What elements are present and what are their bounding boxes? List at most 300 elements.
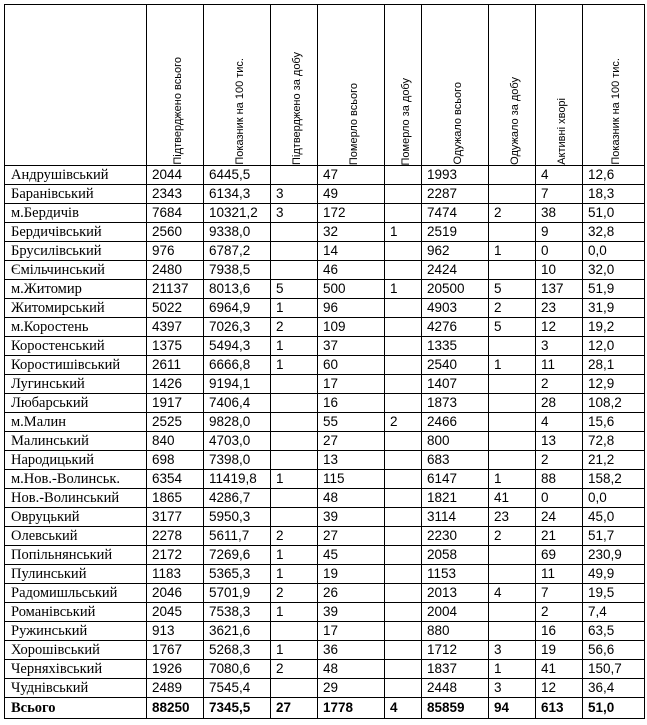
value-cell — [489, 223, 536, 242]
value-cell: 16 — [318, 394, 385, 413]
table-row — [5, 185, 645, 204]
value-cell — [385, 527, 422, 546]
value-cell — [385, 299, 422, 318]
value-cell: 49,9 — [583, 565, 645, 584]
header-label: Показник на 100 тис. — [233, 58, 246, 165]
value-cell: 4397 — [147, 318, 204, 337]
value-cell: 1 — [271, 356, 318, 375]
value-cell — [385, 660, 422, 679]
value-cell: 21137 — [147, 280, 204, 299]
value-cell: 172 — [318, 204, 385, 223]
header-label: Одужало всього — [451, 82, 464, 165]
district-name-cell: Черняхівський — [5, 660, 147, 679]
district-name-cell: Житомирський — [5, 299, 147, 318]
value-cell: 1 — [271, 565, 318, 584]
table-row — [5, 432, 645, 451]
value-cell: 26 — [318, 584, 385, 603]
value-cell: 2 — [271, 318, 318, 337]
value-cell — [489, 451, 536, 470]
value-cell: 39 — [318, 508, 385, 527]
value-cell: 12,6 — [583, 166, 645, 185]
value-cell: 41 — [489, 489, 536, 508]
district-name-cell: м.Нов.-Волинськ. — [5, 470, 147, 489]
value-cell: 24 — [536, 508, 583, 527]
value-cell: 36,4 — [583, 679, 645, 698]
table-footer — [5, 698, 645, 719]
value-cell: 7 — [536, 584, 583, 603]
district-name-cell: Баранівський — [5, 185, 147, 204]
value-cell: 3 — [489, 679, 536, 698]
district-name-cell: Бердичівський — [5, 223, 147, 242]
value-cell — [385, 432, 422, 451]
value-cell: 5022 — [147, 299, 204, 318]
district-name-cell: Чуднівський — [5, 679, 147, 698]
value-cell: 2013 — [422, 584, 489, 603]
value-cell: 31,9 — [583, 299, 645, 318]
covid-statistics-table — [4, 4, 645, 719]
value-cell: 56,6 — [583, 641, 645, 660]
value-cell: 3 — [489, 641, 536, 660]
value-cell: 6666,8 — [204, 356, 271, 375]
value-cell: 3621,6 — [204, 622, 271, 641]
value-cell: 230,9 — [583, 546, 645, 565]
value-cell — [271, 261, 318, 280]
header-label: Підтверджено за добу — [290, 52, 303, 165]
value-cell — [385, 641, 422, 660]
value-cell: 7406,4 — [204, 394, 271, 413]
value-cell: 3 — [271, 185, 318, 204]
value-cell: 32,0 — [583, 261, 645, 280]
value-cell: 962 — [422, 242, 489, 261]
value-cell: 1 — [271, 299, 318, 318]
table-row — [5, 527, 645, 546]
value-cell: 10321,2 — [204, 204, 271, 223]
value-cell: 7938,5 — [204, 261, 271, 280]
value-cell: 72,8 — [583, 432, 645, 451]
value-cell: 2230 — [422, 527, 489, 546]
value-cell: 683 — [422, 451, 489, 470]
table-row — [5, 546, 645, 565]
value-cell: 2 — [271, 527, 318, 546]
value-cell: 1 — [271, 641, 318, 660]
value-cell: 6147 — [422, 470, 489, 489]
value-cell: 7026,3 — [204, 318, 271, 337]
header-cell-6 — [422, 5, 489, 166]
value-cell: 2 — [536, 603, 583, 622]
value-cell: 2343 — [147, 185, 204, 204]
value-cell: 6445,5 — [204, 166, 271, 185]
total-label-cell: Всього — [5, 698, 147, 719]
value-cell: 7474 — [422, 204, 489, 223]
header-label: Одужало за добу — [508, 77, 521, 165]
value-cell: 1335 — [422, 337, 489, 356]
table-row — [5, 375, 645, 394]
district-name-cell: м.Коростень — [5, 318, 147, 337]
value-cell: 2278 — [147, 527, 204, 546]
value-cell — [489, 394, 536, 413]
value-cell: 60 — [318, 356, 385, 375]
header-label: Показник на 100 тис. — [610, 58, 622, 165]
header-label: Померло за добу — [399, 77, 412, 165]
value-cell — [271, 166, 318, 185]
value-cell: 1837 — [422, 660, 489, 679]
value-cell: 11 — [536, 565, 583, 584]
value-cell: 2 — [536, 375, 583, 394]
value-cell: 21 — [536, 527, 583, 546]
value-cell: 1 — [489, 242, 536, 261]
value-cell — [385, 565, 422, 584]
table-row — [5, 565, 645, 584]
table-row — [5, 622, 645, 641]
table-row — [5, 318, 645, 337]
value-cell: 1712 — [422, 641, 489, 660]
table-header — [5, 5, 645, 166]
value-cell — [489, 565, 536, 584]
district-name-cell: Малинський — [5, 432, 147, 451]
value-cell: 1 — [489, 660, 536, 679]
value-cell: 48 — [318, 660, 385, 679]
table-row — [5, 242, 645, 261]
value-cell: 3177 — [147, 508, 204, 527]
value-cell: 38 — [536, 204, 583, 223]
value-cell: 15,6 — [583, 413, 645, 432]
district-name-cell: м.Житомир — [5, 280, 147, 299]
value-cell: 5 — [271, 280, 318, 299]
value-cell: 150,7 — [583, 660, 645, 679]
table-row — [5, 261, 645, 280]
district-name-cell: Народицький — [5, 451, 147, 470]
value-cell: 5494,3 — [204, 337, 271, 356]
value-cell: 2 — [489, 299, 536, 318]
value-cell: 4276 — [422, 318, 489, 337]
value-cell: 6354 — [147, 470, 204, 489]
value-cell: 2046 — [147, 584, 204, 603]
header-cell-9 — [583, 5, 645, 166]
table-row — [5, 641, 645, 660]
value-cell — [385, 603, 422, 622]
value-cell: 10 — [536, 261, 583, 280]
value-cell: 5 — [489, 318, 536, 337]
value-cell: 0,0 — [583, 242, 645, 261]
header-cell-8 — [536, 5, 583, 166]
value-cell: 9 — [536, 223, 583, 242]
value-cell — [385, 166, 422, 185]
value-cell: 800 — [422, 432, 489, 451]
district-name-cell: Пулинський — [5, 565, 147, 584]
value-cell: 28,1 — [583, 356, 645, 375]
value-cell: 7538,3 — [204, 603, 271, 622]
value-cell — [385, 394, 422, 413]
value-cell: 4903 — [422, 299, 489, 318]
district-name-cell: Хорошівський — [5, 641, 147, 660]
value-cell: 2004 — [422, 603, 489, 622]
value-cell: 12,0 — [583, 337, 645, 356]
table-row — [5, 584, 645, 603]
value-cell: 4 — [489, 584, 536, 603]
value-cell — [489, 603, 536, 622]
value-cell: 1407 — [422, 375, 489, 394]
value-cell: 16 — [536, 622, 583, 641]
district-name-cell: Андрушівський — [5, 166, 147, 185]
value-cell: 1865 — [147, 489, 204, 508]
value-cell: 12,9 — [583, 375, 645, 394]
value-cell: 19,5 — [583, 584, 645, 603]
value-cell: 20500 — [422, 280, 489, 299]
value-cell: 913 — [147, 622, 204, 641]
district-name-cell: Любарський — [5, 394, 147, 413]
value-cell: 51,0 — [583, 204, 645, 223]
value-cell: 63,5 — [583, 622, 645, 641]
value-cell: 19,2 — [583, 318, 645, 337]
district-name-cell: Коростишівський — [5, 356, 147, 375]
value-cell — [385, 489, 422, 508]
value-cell: 2 — [489, 527, 536, 546]
value-cell: 36 — [318, 641, 385, 660]
value-cell: 1 — [385, 280, 422, 299]
value-cell — [385, 242, 422, 261]
value-cell — [385, 375, 422, 394]
value-cell: 2 — [271, 660, 318, 679]
value-cell: 47 — [318, 166, 385, 185]
value-cell: 1993 — [422, 166, 489, 185]
value-cell: 7545,4 — [204, 679, 271, 698]
district-name-cell: Брусилівський — [5, 242, 147, 261]
total-value-cell: 7345,5 — [204, 698, 271, 719]
total-value-cell: 613 — [536, 698, 583, 719]
value-cell: 0 — [536, 489, 583, 508]
value-cell: 23 — [489, 508, 536, 527]
value-cell — [271, 223, 318, 242]
value-cell: 2 — [489, 204, 536, 223]
value-cell — [385, 185, 422, 204]
value-cell: 9338,0 — [204, 223, 271, 242]
table-row — [5, 204, 645, 223]
table-row — [5, 470, 645, 489]
value-cell: 37 — [318, 337, 385, 356]
value-cell — [489, 185, 536, 204]
value-cell: 41 — [536, 660, 583, 679]
value-cell: 4 — [536, 166, 583, 185]
value-cell — [271, 622, 318, 641]
value-cell: 2 — [385, 413, 422, 432]
district-name-cell: Овруцький — [5, 508, 147, 527]
district-name-cell: м.Бердичів — [5, 204, 147, 223]
value-cell: 158,2 — [583, 470, 645, 489]
value-cell: 5 — [489, 280, 536, 299]
value-cell: 2 — [536, 451, 583, 470]
table-row — [5, 679, 645, 698]
value-cell: 2424 — [422, 261, 489, 280]
value-cell: 28 — [536, 394, 583, 413]
value-cell: 11 — [536, 356, 583, 375]
value-cell: 108,2 — [583, 394, 645, 413]
value-cell: 13 — [536, 432, 583, 451]
table-row — [5, 166, 645, 185]
value-cell: 2489 — [147, 679, 204, 698]
value-cell: 7398,0 — [204, 451, 271, 470]
value-cell: 1 — [271, 603, 318, 622]
value-cell — [271, 451, 318, 470]
header-label: Померло всього — [347, 82, 360, 165]
value-cell: 12 — [536, 679, 583, 698]
value-cell: 2519 — [422, 223, 489, 242]
value-cell: 49 — [318, 185, 385, 204]
table-row — [5, 451, 645, 470]
header-cell-5 — [385, 5, 422, 166]
header-label: Підтверджено всього — [171, 57, 184, 165]
value-cell — [271, 679, 318, 698]
value-cell: 1 — [271, 546, 318, 565]
value-cell: 1917 — [147, 394, 204, 413]
value-cell: 1183 — [147, 565, 204, 584]
value-cell: 1 — [271, 337, 318, 356]
value-cell — [489, 432, 536, 451]
value-cell: 2045 — [147, 603, 204, 622]
value-cell — [385, 679, 422, 698]
table-body — [5, 166, 645, 698]
value-cell: 1 — [489, 470, 536, 489]
district-name-cell: Радомишльський — [5, 584, 147, 603]
value-cell — [489, 261, 536, 280]
total-value-cell: 94 — [489, 698, 536, 719]
value-cell: 2540 — [422, 356, 489, 375]
value-cell: 3 — [271, 204, 318, 223]
value-cell: 1426 — [147, 375, 204, 394]
value-cell: 7080,6 — [204, 660, 271, 679]
value-cell — [271, 413, 318, 432]
value-cell: 51,7 — [583, 527, 645, 546]
header-label: Активні хворі — [555, 98, 568, 165]
value-cell: 2525 — [147, 413, 204, 432]
district-name-cell: Романівський — [5, 603, 147, 622]
value-cell — [385, 204, 422, 223]
header-row — [5, 5, 645, 166]
value-cell: 6964,9 — [204, 299, 271, 318]
value-cell: 32 — [318, 223, 385, 242]
value-cell — [385, 622, 422, 641]
district-name-cell: Коростенський — [5, 337, 147, 356]
value-cell: 6134,3 — [204, 185, 271, 204]
value-cell: 5268,3 — [204, 641, 271, 660]
value-cell: 7 — [536, 185, 583, 204]
value-cell: 1767 — [147, 641, 204, 660]
value-cell — [385, 470, 422, 489]
value-cell: 8013,6 — [204, 280, 271, 299]
value-cell: 2480 — [147, 261, 204, 280]
value-cell: 4286,7 — [204, 489, 271, 508]
value-cell: 4703,0 — [204, 432, 271, 451]
value-cell — [489, 375, 536, 394]
value-cell: 19 — [318, 565, 385, 584]
value-cell: 51,9 — [583, 280, 645, 299]
value-cell: 1 — [271, 470, 318, 489]
value-cell — [489, 546, 536, 565]
value-cell — [271, 242, 318, 261]
value-cell — [385, 451, 422, 470]
value-cell — [489, 337, 536, 356]
value-cell: 7269,6 — [204, 546, 271, 565]
value-cell: 3114 — [422, 508, 489, 527]
table-row — [5, 223, 645, 242]
value-cell — [385, 546, 422, 565]
value-cell: 880 — [422, 622, 489, 641]
value-cell: 0 — [536, 242, 583, 261]
value-cell: 0,0 — [583, 489, 645, 508]
table-row — [5, 356, 645, 375]
header-cell-7 — [489, 5, 536, 166]
value-cell — [271, 375, 318, 394]
district-name-cell: Ружинський — [5, 622, 147, 641]
district-name-cell: Нов.-Волинський — [5, 489, 147, 508]
value-cell: 96 — [318, 299, 385, 318]
value-cell: 500 — [318, 280, 385, 299]
value-cell: 2044 — [147, 166, 204, 185]
value-cell: 46 — [318, 261, 385, 280]
table-row — [5, 508, 645, 527]
value-cell — [385, 261, 422, 280]
value-cell: 1926 — [147, 660, 204, 679]
value-cell: 32,8 — [583, 223, 645, 242]
total-value-cell: 85859 — [422, 698, 489, 719]
value-cell: 6787,2 — [204, 242, 271, 261]
value-cell: 13 — [318, 451, 385, 470]
value-cell: 21,2 — [583, 451, 645, 470]
value-cell: 1 — [385, 223, 422, 242]
value-cell: 115 — [318, 470, 385, 489]
value-cell: 2287 — [422, 185, 489, 204]
value-cell: 137 — [536, 280, 583, 299]
value-cell: 23 — [536, 299, 583, 318]
header-cell-4 — [318, 5, 385, 166]
value-cell: 2172 — [147, 546, 204, 565]
value-cell — [271, 489, 318, 508]
district-name-cell: Лугинський — [5, 375, 147, 394]
value-cell: 2560 — [147, 223, 204, 242]
value-cell: 5365,3 — [204, 565, 271, 584]
value-cell: 976 — [147, 242, 204, 261]
value-cell — [271, 432, 318, 451]
value-cell — [385, 356, 422, 375]
header-cell-3 — [271, 5, 318, 166]
value-cell: 7684 — [147, 204, 204, 223]
header-cell-2 — [204, 5, 271, 166]
district-name-cell: Олевський — [5, 527, 147, 546]
value-cell: 9194,1 — [204, 375, 271, 394]
table-row — [5, 280, 645, 299]
value-cell: 109 — [318, 318, 385, 337]
value-cell: 19 — [536, 641, 583, 660]
value-cell: 2611 — [147, 356, 204, 375]
value-cell: 45,0 — [583, 508, 645, 527]
value-cell: 69 — [536, 546, 583, 565]
value-cell — [385, 584, 422, 603]
value-cell: 2448 — [422, 679, 489, 698]
value-cell: 18,3 — [583, 185, 645, 204]
value-cell: 840 — [147, 432, 204, 451]
total-value-cell: 4 — [385, 698, 422, 719]
value-cell — [489, 622, 536, 641]
value-cell: 12 — [536, 318, 583, 337]
value-cell — [385, 508, 422, 527]
value-cell: 7,4 — [583, 603, 645, 622]
value-cell: 39 — [318, 603, 385, 622]
value-cell: 48 — [318, 489, 385, 508]
total-row — [5, 698, 645, 719]
value-cell: 88 — [536, 470, 583, 489]
value-cell: 5611,7 — [204, 527, 271, 546]
value-cell: 5701,9 — [204, 584, 271, 603]
value-cell — [385, 318, 422, 337]
